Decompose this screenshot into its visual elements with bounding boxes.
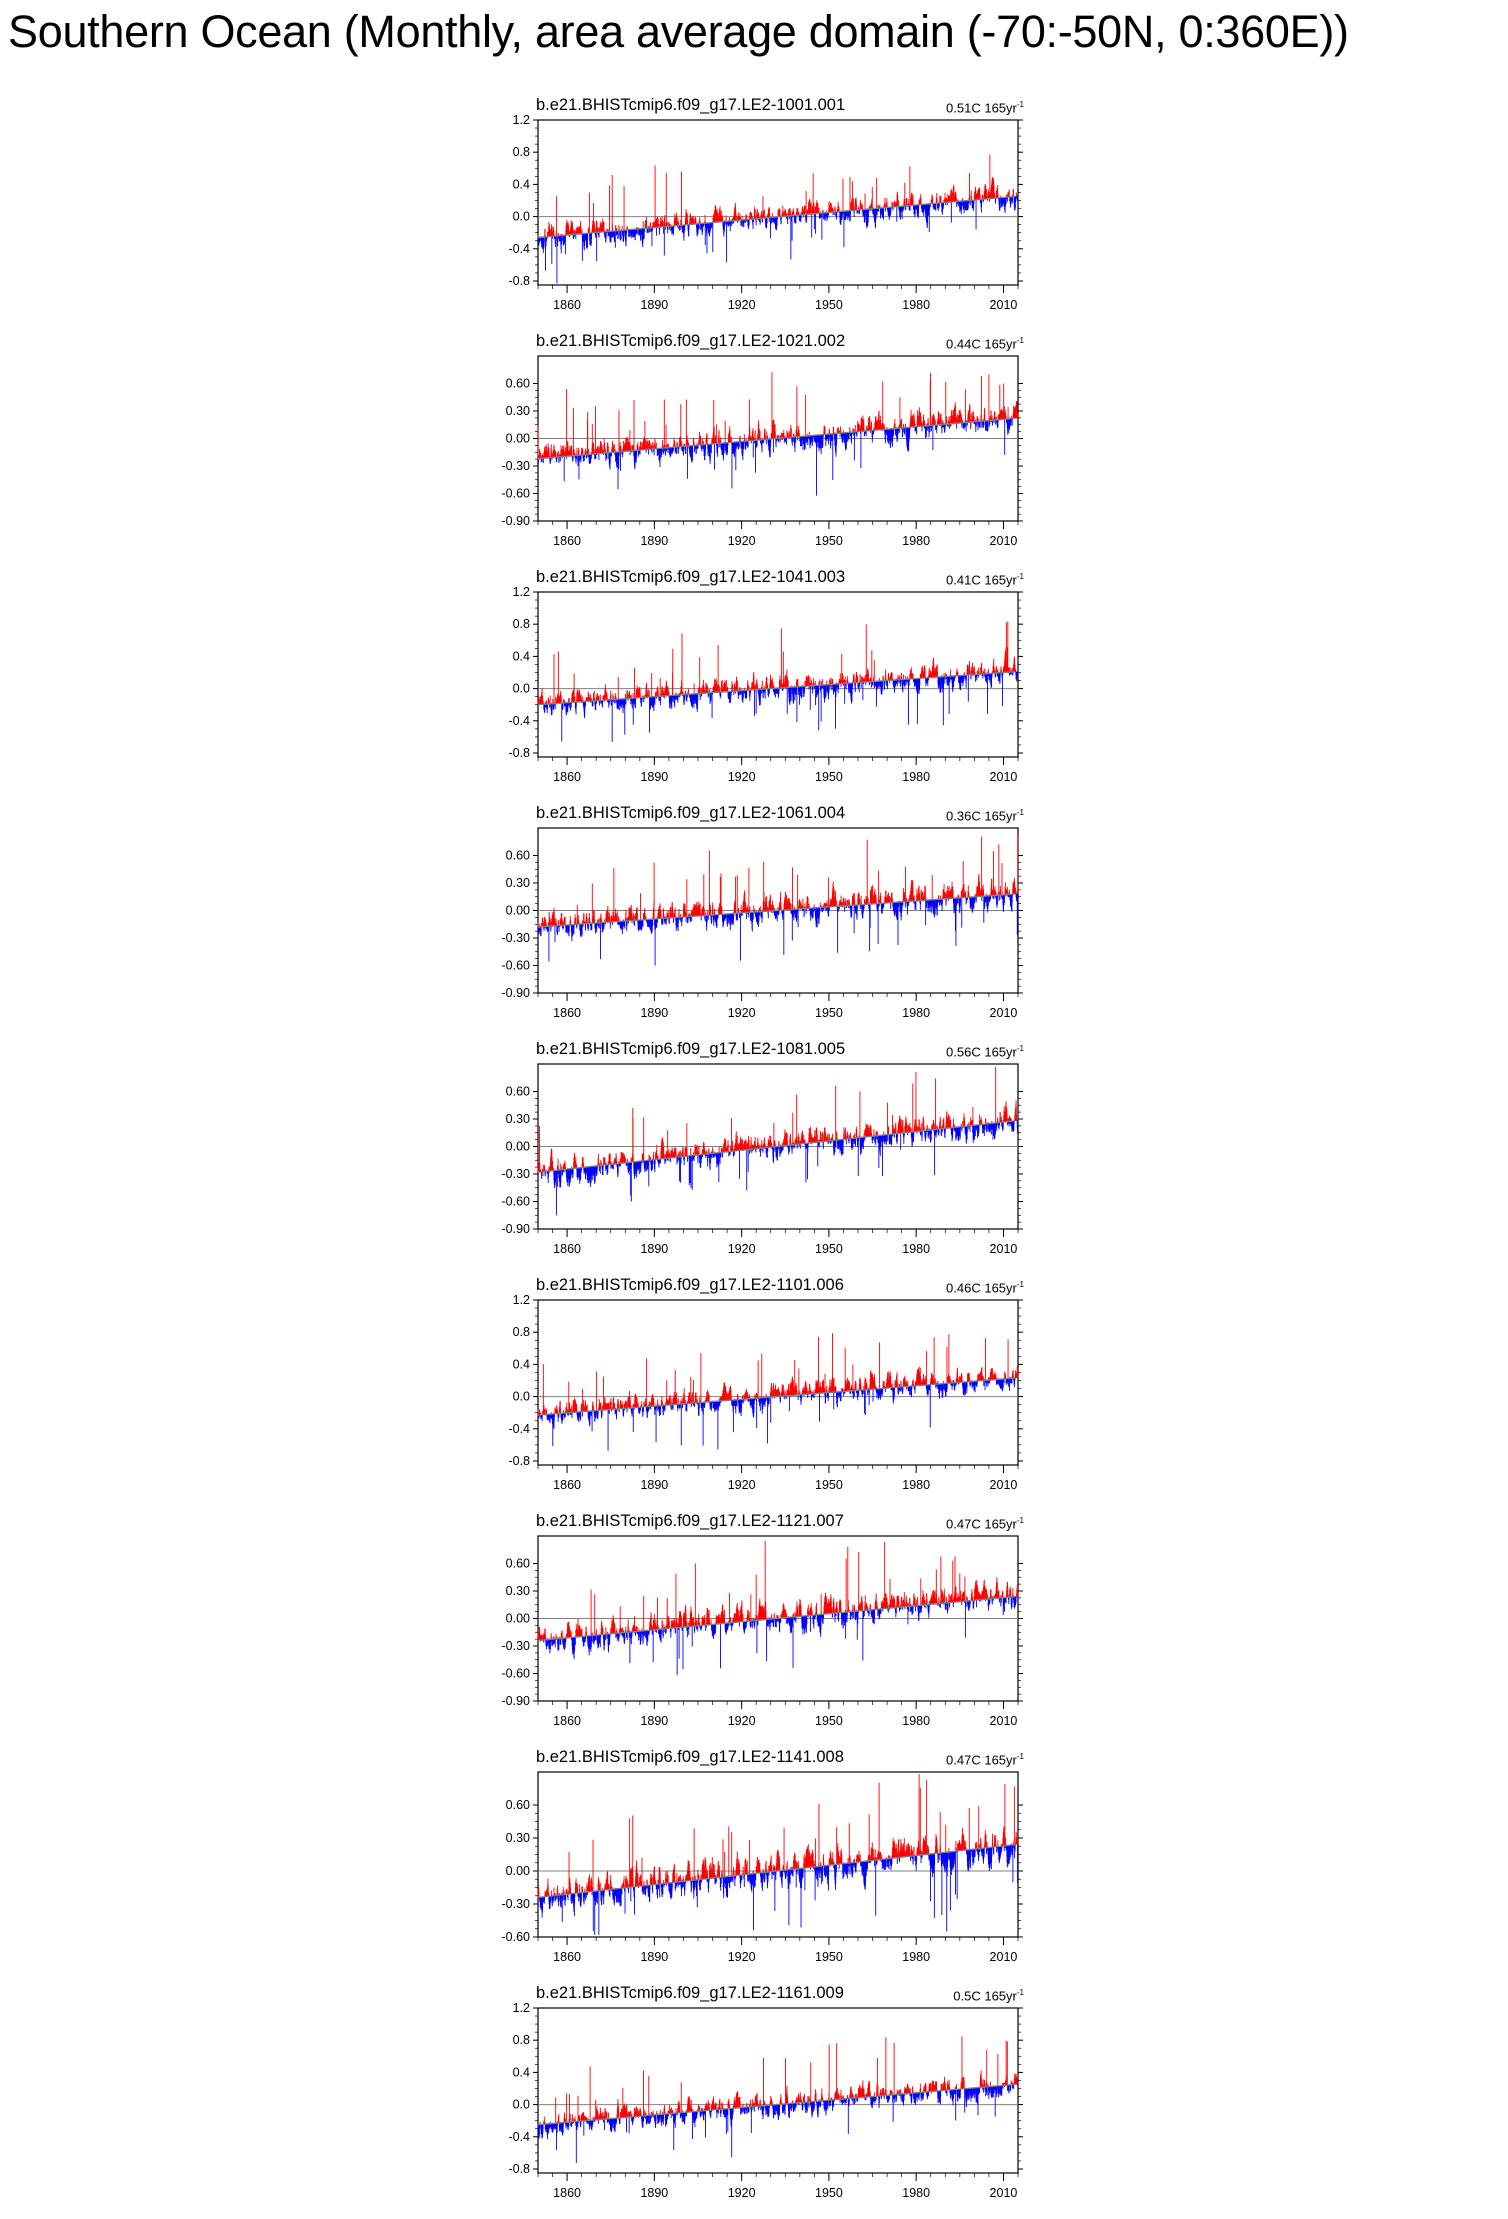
trend-value: 0.44C — [946, 336, 981, 352]
x-tick-label: 2010 — [989, 534, 1018, 548]
trend-unit: 165yr — [984, 336, 1017, 352]
trend-unit: 165yr — [984, 100, 1017, 116]
x-tick-label: 1920 — [727, 534, 756, 548]
panel-title: b.e21.BHISTcmip6.f09_g17.LE2-1041.003 — [536, 568, 846, 586]
trend-exponent: -1 — [1016, 100, 1024, 109]
x-tick-label: 1890 — [640, 298, 669, 312]
chart-plot — [480, 113, 1040, 325]
y-tick-label: 0.4 — [512, 177, 530, 192]
y-tick-label: -0.30 — [501, 459, 530, 473]
x-tick-label: 1950 — [815, 298, 843, 312]
trend-label — [946, 572, 1024, 587]
y-tick-label: 0.0 — [512, 209, 530, 224]
x-tick-label: 1980 — [902, 298, 931, 312]
y-tick-label: 0.8 — [512, 145, 530, 160]
trend-label — [946, 336, 1024, 351]
anomaly-bars — [538, 621, 1018, 741]
x-tick-label: 1950 — [815, 534, 843, 548]
y-tick-label: -0.60 — [501, 486, 530, 501]
chart-panel — [480, 566, 1040, 802]
chart-plot — [480, 356, 1040, 561]
y-tick-label: 1.2 — [512, 113, 530, 127]
x-tick-label: 1980 — [902, 534, 931, 548]
trend-unit: 165yr — [984, 572, 1017, 588]
x-tick-label: 1890 — [640, 534, 669, 548]
x-tick-label: 1860 — [553, 298, 581, 312]
page-title: Southern Ocean (Monthly, area average domain (-70:-50N, 0:360E)) — [8, 6, 1349, 57]
anomaly-bars — [538, 155, 1018, 284]
x-tick-label: 1920 — [727, 298, 756, 312]
trend-exponent: -1 — [1016, 336, 1024, 345]
y-tick-label: -0.4 — [508, 241, 530, 256]
chart-plot — [480, 585, 1040, 797]
y-tick-label: -0.8 — [508, 273, 530, 288]
chart-panel — [480, 330, 1040, 566]
trend-label — [946, 100, 1024, 115]
anomaly-bars — [538, 372, 1018, 495]
y-tick-label: 0.60 — [505, 376, 530, 391]
trend-value: 0.51C — [946, 100, 981, 116]
trend-value: 0.41C — [946, 572, 981, 588]
chart-panel — [480, 94, 1040, 330]
panel-title: b.e21.BHISTcmip6.f09_g17.LE2-1001.001 — [536, 96, 846, 114]
x-tick-label: 1860 — [553, 534, 581, 548]
y-tick-label: 0.00 — [505, 431, 530, 446]
trend-exponent: -1 — [1016, 572, 1024, 581]
panel-title: b.e21.BHISTcmip6.f09_g17.LE2-1021.002 — [536, 332, 846, 350]
y-tick-label: -0.90 — [501, 514, 530, 528]
y-tick-label: 0.30 — [505, 404, 530, 418]
x-tick-label: 2010 — [989, 298, 1018, 312]
